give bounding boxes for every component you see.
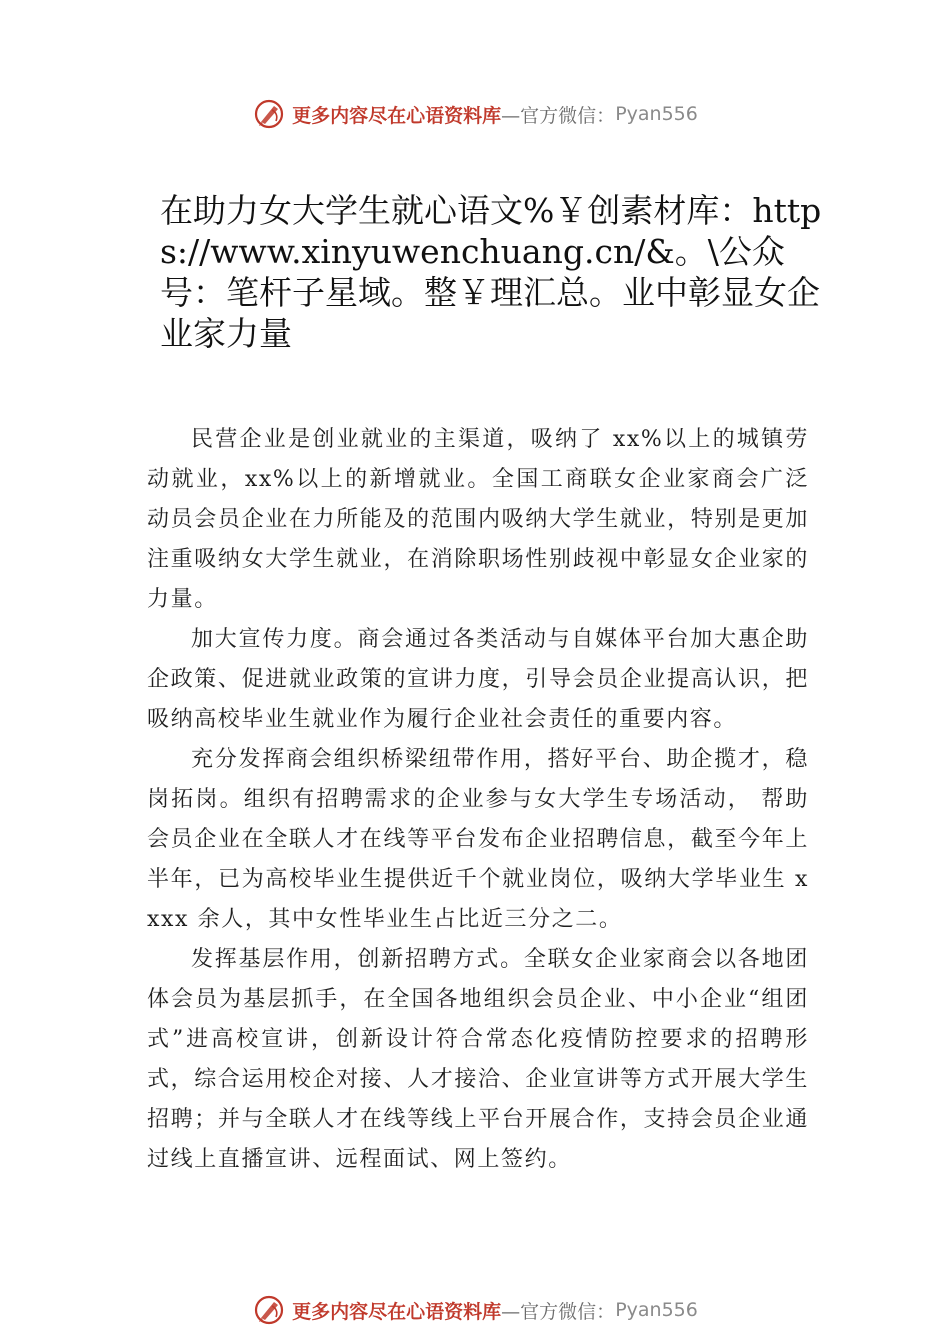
pen-logo-icon: [252, 1293, 286, 1327]
paragraph-1: 民营企业是创业就业的主渠道，吸纳了 xx%以上的城镇劳动就业，xx%以上的新增就业。全国工商联女企业家商会广泛动员会员企业在力所能及的范围内吸纳大学生就业，特别是更加注重吸纳女大学生就业，在消除职场性别歧视中彰显女企业家的力量。: [147, 427, 809, 612]
paragraph-2: 加大宣传力度。商会通过各类活动与自媒体平台加大惠企助企政策、促进就业政策的宣讲力度，引导会员企业提高认识，把吸纳高校毕业生就业作为履行企业社会责任的重要内容。: [147, 627, 809, 732]
banner-library-text: 更多内容尽在心语资料库: [292, 1300, 502, 1323]
document-title: 在助力女大学生就心语文%￥创素材库：https://www.xinyuwenchuang.cn/&。\公众号：笔杆子星域。整￥理汇总。业中彰显女企业家力量: [160, 191, 822, 353]
header-banner: [0, 94, 950, 134]
pen-logo-icon: [252, 97, 286, 131]
footer-banner: [0, 1290, 950, 1330]
banner-wechat-label: —官方微信：: [501, 1300, 616, 1323]
paragraph-4: 发挥基层作用，创新招聘方式。全联女企业家商会以各地团体会员为基层抓手，在全国各地组织会员企业、中小企业“组团式”进高校宣讲，创新设计符合常态化疫情防控要求的招聘形式，综合运用校企对接、人才接洽、企业宣讲等方式开展大学生招聘；并与全联人才在线等线上平台开展合作，支持会员企业通过线上直播宣讲、远程面试、网上签约。: [147, 947, 809, 1172]
banner-wechat-label: —官方微信：: [501, 104, 616, 127]
banner-wechat-id: Pyan556: [615, 103, 698, 125]
document-body: [147, 420, 809, 1180]
paragraph-3: 充分发挥商会组织桥梁纽带作用，搭好平台、助企揽才，稳岗拓岗。组织有招聘需求的企业参与女大学生专场活动， 帮助会员企业在全联人才在线等平台发布企业招聘信息，截至今年上半年，已为高校毕业生提供近千个就业岗位，吸纳大学毕业生 xxxx 余人，其中女性毕业生占比近三分之二。: [147, 747, 809, 932]
banner-library-text: 更多内容尽在心语资料库: [292, 104, 502, 127]
banner-wechat-id: Pyan556: [615, 1299, 698, 1321]
